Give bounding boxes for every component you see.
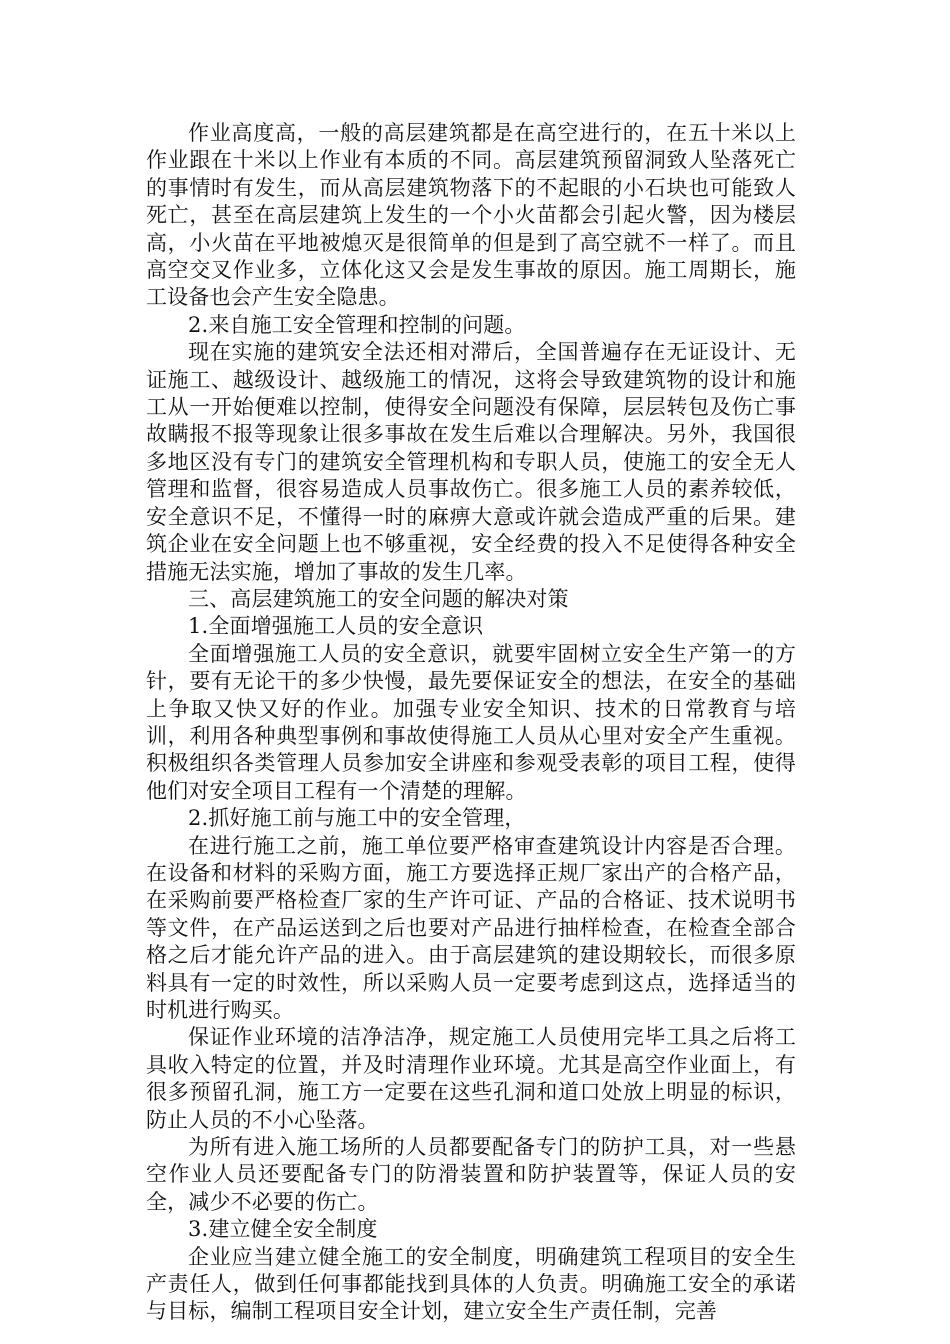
document-page <box>146 120 796 1326</box>
paragraph-working-height: 作业高度高，一般的高层建筑都是在高空进行的，在五十米以上作业跟在十米以上作业有本质的不同。高层建筑预留洞致人坠落死亡的事情时有发生，而从高层建筑物落下的不起眼的小石块也可能致人死亡，甚至在高层建筑上发生的一个小火苗都会引起火警，因为楼层高，小火苗在平地被熄灭是很简单的但是到了高空就不一样了。而且高空交叉作业多，立体化这又会是发生事故的原因。施工周期长，施工设备也会产生安全隐患。 <box>146 121 796 310</box>
heading-solutions: 三、高层建筑施工的安全问题的解决对策 <box>188 586 569 611</box>
paragraph-safety-awareness: 全面增强施工人员的安全意识，就要牢固树立安全生产第一的方针，要有无论干的多少快慢，最先要保证安全的想法，在安全的基础上争取又快又好的作业。加强专业安全知识、技术的日常教育与培训，利用各种典型事例和事故使得施工人员从心里对安全产生重视。积极组织各类管理人员参加安全讲座和参观受表彰的项目工程，使得他们对安全项目工程有一个清楚的理解。 <box>146 641 796 803</box>
paragraph-safety-system: 企业应当建立健全施工的安全制度，明确建筑工程项目的安全生产责任人，做到任何事都能找到具体的人负责。明确施工安全的承诺与目标，编制工程项目安全计划，建立安全生产责任制，完善 <box>146 1244 796 1324</box>
heading-construction-management: 2.抓好施工前与施工中的安全管理， <box>188 806 526 831</box>
paragraph-pre-construction: 在进行施工之前，施工单位要严格审查建筑设计内容是否合理。在设备和材料的采购方面，施工方要选择正规厂家出产的合格产品，在采购前要严格检查厂家的生产许可证、产品的合格证、技术说明书等文件，在产品运送到之后也要对产品进行抽样检查，在检查全部合格之后才能允许产品的进入。由于高层建筑的建设期较长，而很多原料具有一定的时效性，所以采购人员一定要考虑到这点，选择适当的时机进行购买。 <box>146 833 796 1022</box>
paragraph-work-environment: 保证作业环境的洁净洁净，规定施工人员使用完毕工具之后将工具收入特定的位置，并及时清理作业环境。尤其是高空作业面上，有很多预留孔洞，施工方一定要在这些孔洞和道口处放上明显的标识，防止人员的不小心坠落。 <box>146 1025 796 1132</box>
paragraph-safety-law: 现在实施的建筑安全法还相对滞后，全国普遍存在无证设计、无证施工、越级设计、越级施工的情况，这将会导致建筑物的设计和施工从一开始便难以控制，使得安全问题没有保障，层层转包及伤亡事故瞒报不报等现象让很多事故在发生后难以合理解决。另外，我国很多地区没有专门的建筑安全管理机构和专职人员，使施工的安全无人管理和监督，很容易造成人员事故伤亡。很多施工人员的素养较低，安全意识不足，不懂得一时的麻痹大意或许就会造成严重的后果。建筑企业在安全问题上也不够重视，安全经费的投入不足使得各种安全措施无法实施，增加了事故的发生几率。 <box>146 340 796 584</box>
heading-safety-system: 3.建立健全安全制度 <box>188 1217 378 1242</box>
heading-safety-management-problem: 2.来自施工安全管理和控制的问题。 <box>188 312 526 337</box>
paragraph-protective-equipment: 为所有进入施工场所的人员都要配备专门的防护工具，对一些悬空作业人员还要配备专门的防滑装置和防护装置等，保证人员的安全，减少不必要的伤亡。 <box>146 1135 796 1214</box>
heading-safety-awareness: 1.全面增强施工人员的安全意识 <box>188 614 484 639</box>
